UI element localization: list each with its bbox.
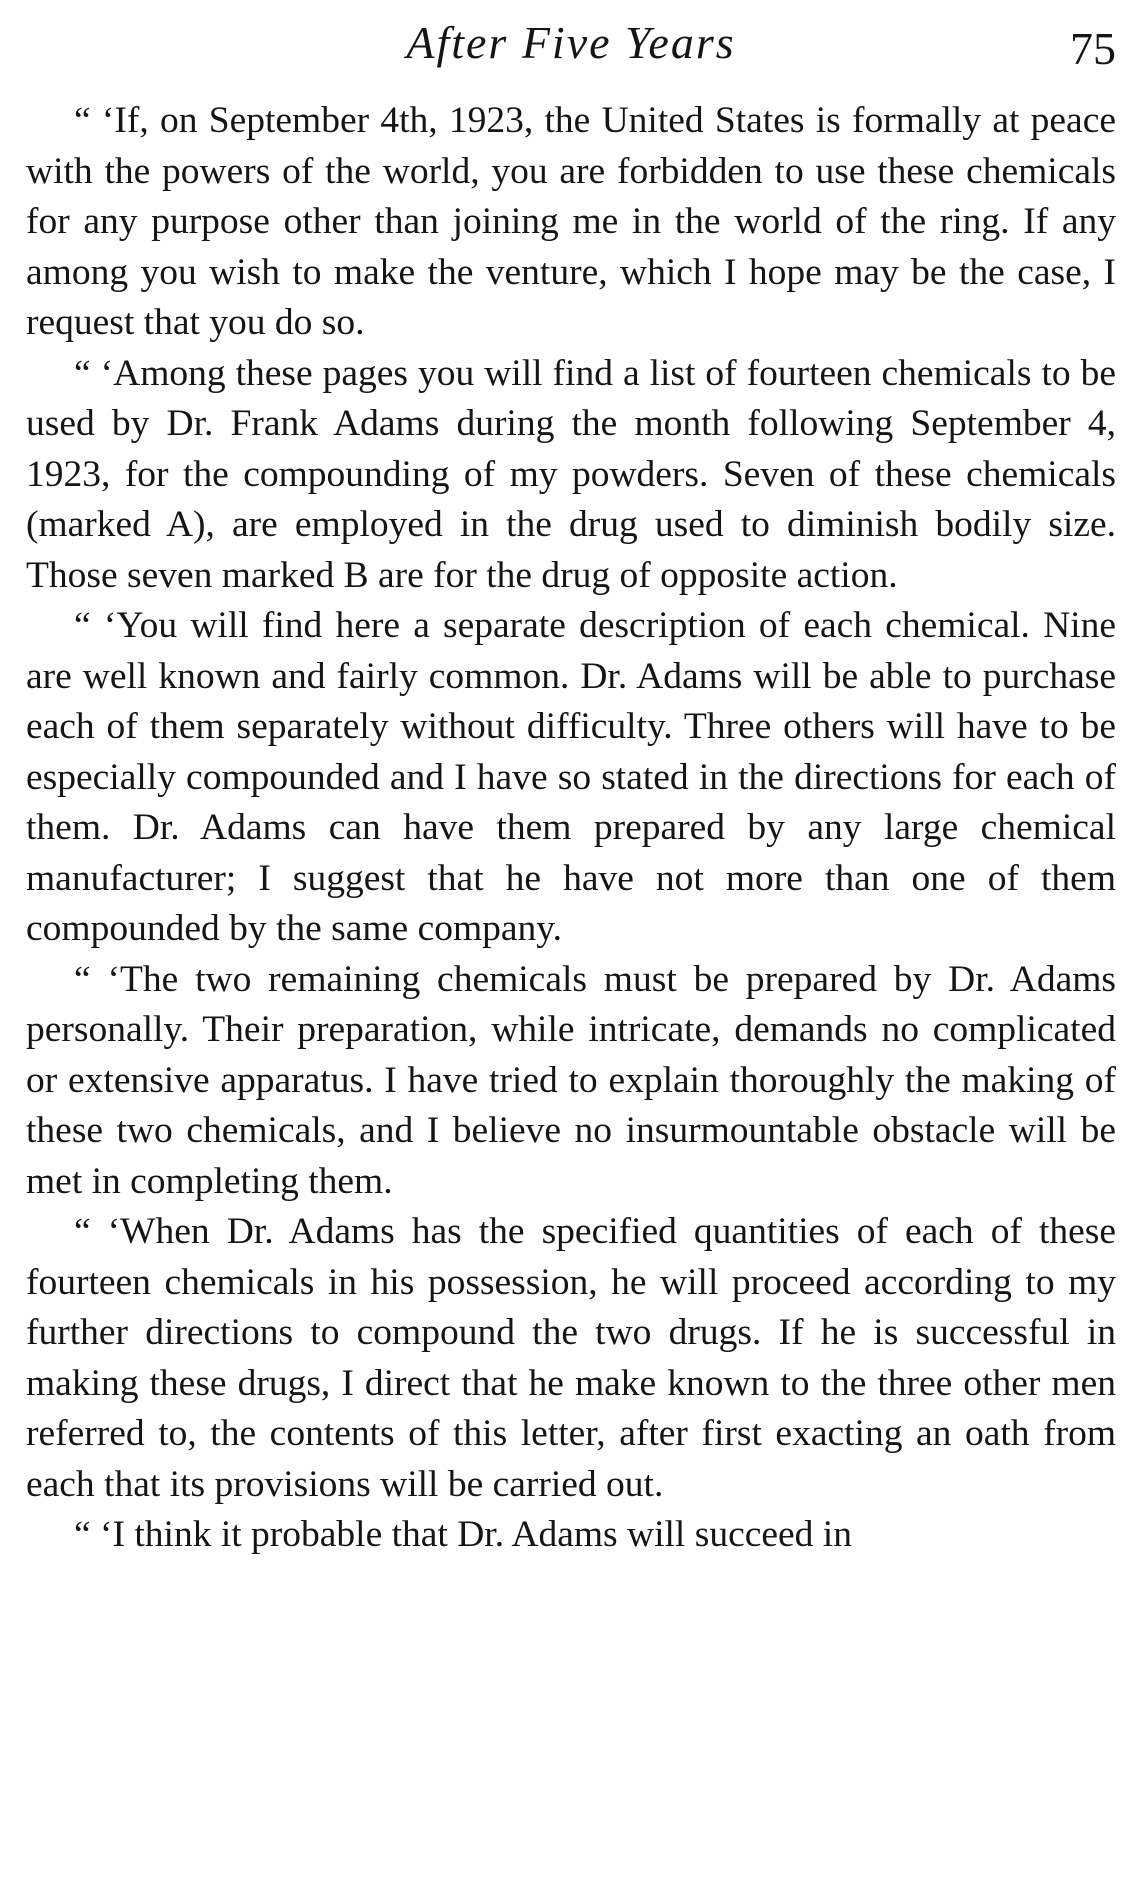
paragraph: “ ‘When Dr. Adams has the specified quantities of each of these fourteen chemicals in his possession, he will proceed according to my further directions to compound the two drugs. If he is successful in making these drugs, I direct that he make known to the three other men referred to, the contents of this letter, after first exacting an oath from each that its provisions will be carried out. [26,1211,1116,1505]
page-number: 75 [1070,23,1116,74]
paragraph: “ ‘If, on September 4th, 1923, the United States is formally at peace with the powers of the world, you are forbidden to use these chemicals for any purpose other than joining me in the world of the ring. If any among you wish to make the venture, which I hope may be the case, I request that you do so. [26,100,1116,343]
running-head [26,8,1116,78]
paragraph: “ ‘The two remaining chemicals must be prepared by Dr. Adams personally. Their preparation, while intricate, demands no complicated or extensive apparatus. I have tried to explain thoroughly the making of these two chemicals, and I believe no insurmountable obstacle will be met in completing them. [26,958,1116,1202]
paragraph: “ ‘I think it probable that Dr. Adams will succeed in [74,1514,852,1555]
body-text [26,96,1116,1561]
paragraph: “ ‘You will find here a separate description of each chemical. Nine are well known and fairly common. Dr. Adams will be able to purchase each of them separately without difficulty. Three others will have to be especially compounded and I have so stated in the directions for each of them. Dr. Adams can have them prepared by any large chemical manufacturer; I suggest that he have not more than one of them compounded by the same company. [26,605,1116,949]
paragraph: “ ‘Among these pages you will find a list of fourteen chemicals to be used by Dr. Frank Adams during the month following September 4, 1923, for the compounding of my powders. Seven of these chemicals (marked A), are employed in the drug used to diminish bodily size. Those seven marked B are for the drug of opposite action. [26,352,1116,596]
running-title: After Five Years [406,17,736,68]
